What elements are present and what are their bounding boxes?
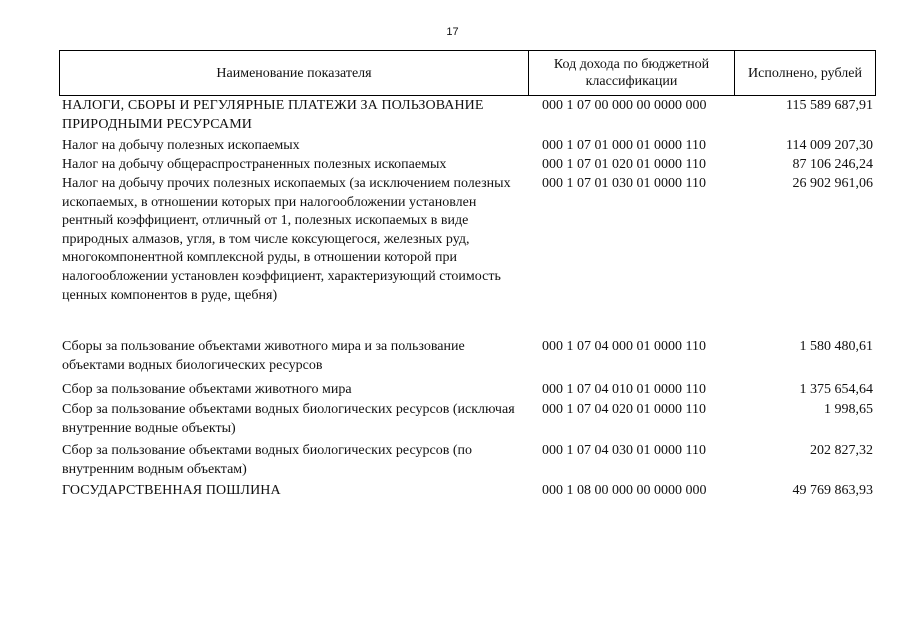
row-name: Сбор за пользование объектами водных биологических ресурсов (по внутренним водным объектам) [62, 443, 473, 477]
row-name: Налог на добычу прочих полезных ископаемых (за исключением полезных ископаемых, в отношении которых при налогообложении установлен рентный коэффициент, отличный от 1, полезных ископаемых в виде природных алмазов, угля, в том числе коксующегося, железных руд, многокомпонентной комплексной руды, в отношении которой при налогообложении установлен коэффициент, характеризующий стоимость ценных компонентов в руде, щебня) [62, 176, 511, 303]
row-amount: 26 902 961,06 [792, 176, 873, 191]
row-amount: 115 589 687,91 [786, 98, 873, 113]
header-code: Код дохода по бюджетной классификации [529, 51, 735, 95]
row-name: Сбор за пользование объектами животного мира [62, 382, 352, 397]
row-code: 000 1 07 00 000 00 0000 000 [542, 98, 707, 113]
row-amount: 202 827,32 [810, 443, 873, 458]
row-code: 000 1 07 01 030 01 0000 110 [542, 176, 706, 191]
row-name: Сбор за пользование объектами водных биологических ресурсов (исключая внутренние водные объекты) [62, 402, 515, 436]
row-name: Налог на добычу полезных ископаемых [62, 138, 300, 153]
row-amount: 114 009 207,30 [786, 138, 873, 153]
row-code: 000 1 07 04 020 01 0000 110 [542, 402, 706, 417]
row-name: ГОСУДАРСТВЕННАЯ ПОШЛИНА [62, 483, 281, 498]
header-name: Наименование показателя [60, 51, 529, 95]
row-name: НАЛОГИ, СБОРЫ И РЕГУЛЯРНЫЕ ПЛАТЕЖИ ЗА ПОЛЬЗОВАНИЕ ПРИРОДНЫМИ РЕСУРСАМИ [62, 98, 484, 132]
row-code: 000 1 08 00 000 00 0000 000 [542, 483, 707, 498]
row-amount: 49 769 863,93 [792, 483, 873, 498]
table-header [59, 50, 876, 96]
page-number: 17 [446, 26, 459, 38]
row-code: 000 1 07 04 030 01 0000 110 [542, 443, 706, 458]
row-name: Сборы за пользование объектами животного мира и за пользование объектами водных биологических ресурсов [62, 339, 465, 373]
row-amount: 1 580 480,61 [799, 339, 873, 354]
row-code: 000 1 07 01 000 01 0000 110 [542, 138, 706, 153]
row-amount: 1 998,65 [824, 402, 873, 417]
row-amount: 1 375 654,64 [799, 382, 873, 397]
row-code: 000 1 07 04 000 01 0000 110 [542, 339, 706, 354]
header-executed: Исполнено, рублей [748, 65, 862, 81]
row-name: Налог на добычу общераспространенных полезных ископаемых [62, 157, 447, 172]
row-code: 000 1 07 01 020 01 0000 110 [542, 157, 706, 172]
row-code: 000 1 07 04 010 01 0000 110 [542, 382, 706, 397]
row-amount: 87 106 246,24 [792, 157, 873, 172]
